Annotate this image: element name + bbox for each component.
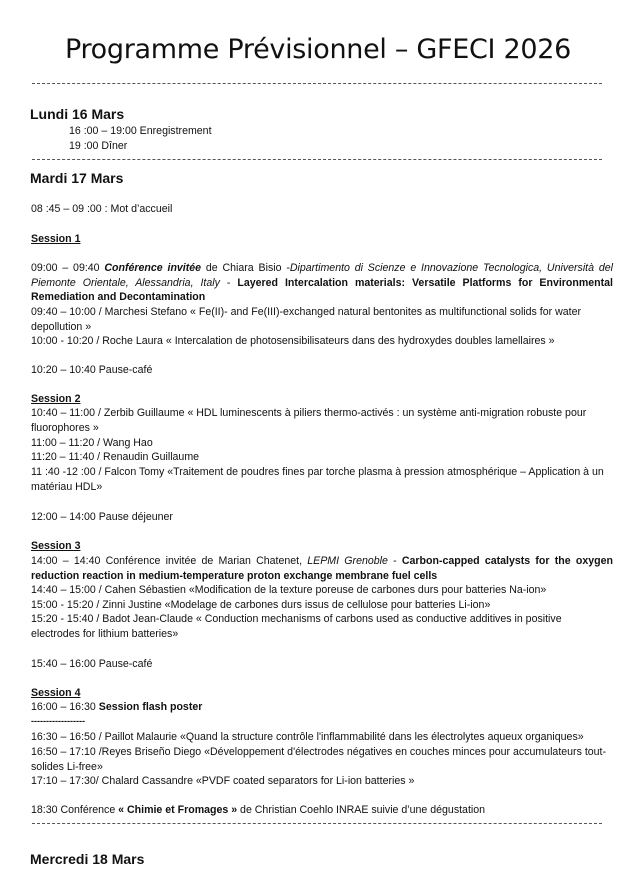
day-heading-monday: Lundi 16 Mars: [30, 106, 125, 122]
day-heading-wednesday: Mercredi 18 Mars: [30, 851, 145, 867]
lunch-item: 12:00 – 14:00 Pause déjeuner: [31, 511, 173, 523]
page-title: Programme Prévisionnel – GFECI 2026: [64, 34, 572, 65]
break-item: 10:20 – 10:40 Pause-café: [31, 364, 153, 376]
talk-item: 16:30 – 16:50 / Paillot Malaurie «Quand la structure contrôle l'inflammabilité dans les électrolytes aqueux organiques»: [31, 731, 584, 743]
day-heading-tuesday: Mardi 17 Mars: [30, 170, 124, 186]
session-3-title: Session 3: [31, 540, 81, 552]
talk-item: 14:40 – 15:00 / Cahen Sébastien «Modification de la texture poreuse de carbones durs pour batteries Na-ion»: [31, 584, 547, 596]
talk-item: 15:00 - 15:20 / Zinni Justine «Modelage de carbones durs issus de cellulose pour batteries Li-ion»: [31, 599, 491, 611]
talk-item: 11:20 – 11:40 / Renaudin Guillaume: [31, 451, 200, 463]
dashed-rule: ------------------: [31, 716, 85, 726]
session-4-title: Session 4: [31, 687, 81, 699]
talk-item: 11:00 – 11:20 / Wang Hao: [31, 437, 153, 449]
welcome-item: 08 :45 – 09 :00 : Mot d’accueil: [31, 203, 173, 215]
talk-item: 16:50 – 17:10 /Reyes Briseño Diego «Développement d'électrodes négatives en couches minces pour accumulateurs tout-solides Li-free»: [31, 746, 607, 773]
invited-talk-3: 14:00 – 14:40 Conférence invitée de Marian Chatenet, LEPMI Grenoble - Carbon-capped catalysts for the oxygen reduction reaction in medium-temperature proton exchange membrane fuel cells: [31, 555, 613, 582]
session-1-title: Session 1: [31, 233, 81, 245]
evening-conference: 18:30 Conférence « Chimie et Fromages » de Christian Coehlo INRAE suivie d’une dégustation: [31, 804, 486, 816]
talk-item: 10:00 - 10:20 / Roche Laura « Intercalation de photosensibilisateurs dans des hydroxydes doubles lamellaires »: [31, 335, 555, 347]
schedule-item: 16 :00 – 19:00 Enregistrement: [69, 125, 212, 137]
talk-item: 17:10 – 17:30/ Chalard Cassandre «PVDF coated separators for Li-ion batteries »: [31, 775, 415, 787]
talk-item: 15:20 - 15:40 / Badot Jean-Claude « Conduction mechanisms of carbons used as conductive additives in positive electrodes for lithium batteries»: [31, 613, 562, 640]
talk-item: 09:40 – 10:00 / Marchesi Stefano « Fe(II)- and Fe(III)-exchanged natural bentonites as multifunctional solids for water depollution »: [31, 306, 581, 333]
separator: [32, 159, 602, 160]
break-item: 15:40 – 16:00 Pause-café: [31, 658, 153, 670]
talk-item: 10:40 – 11:00 / Zerbib Guillaume « HDL luminescents à piliers thermo-activés : un système anti-migration robuste pour fluorophores »: [31, 407, 587, 434]
schedule-item: 19 :00 Dîner: [69, 140, 128, 152]
session-2-title: Session 2: [31, 393, 81, 405]
talk-item: 11 :40 -12 :00 / Falcon Tomy «Traitement de poudres fines par torche plasma à pression atmosphérique – Application à un matériau HDL»: [31, 466, 604, 493]
flash-poster-item: 16:00 – 16:30 Session flash poster: [31, 701, 203, 713]
separator: [32, 83, 602, 84]
separator: [32, 823, 602, 824]
invited-talk-1: 09:00 – 09:40 Conférence invitée de Chiara Bisio -Dipartimento di Scienze e Innovazione Tecnologica, Università del Piemonte Orientale, Alessandria, Italy - Layered Intercalation materials: Versatile Platforms for Environmental Remediation and Decontamination: [31, 262, 613, 304]
